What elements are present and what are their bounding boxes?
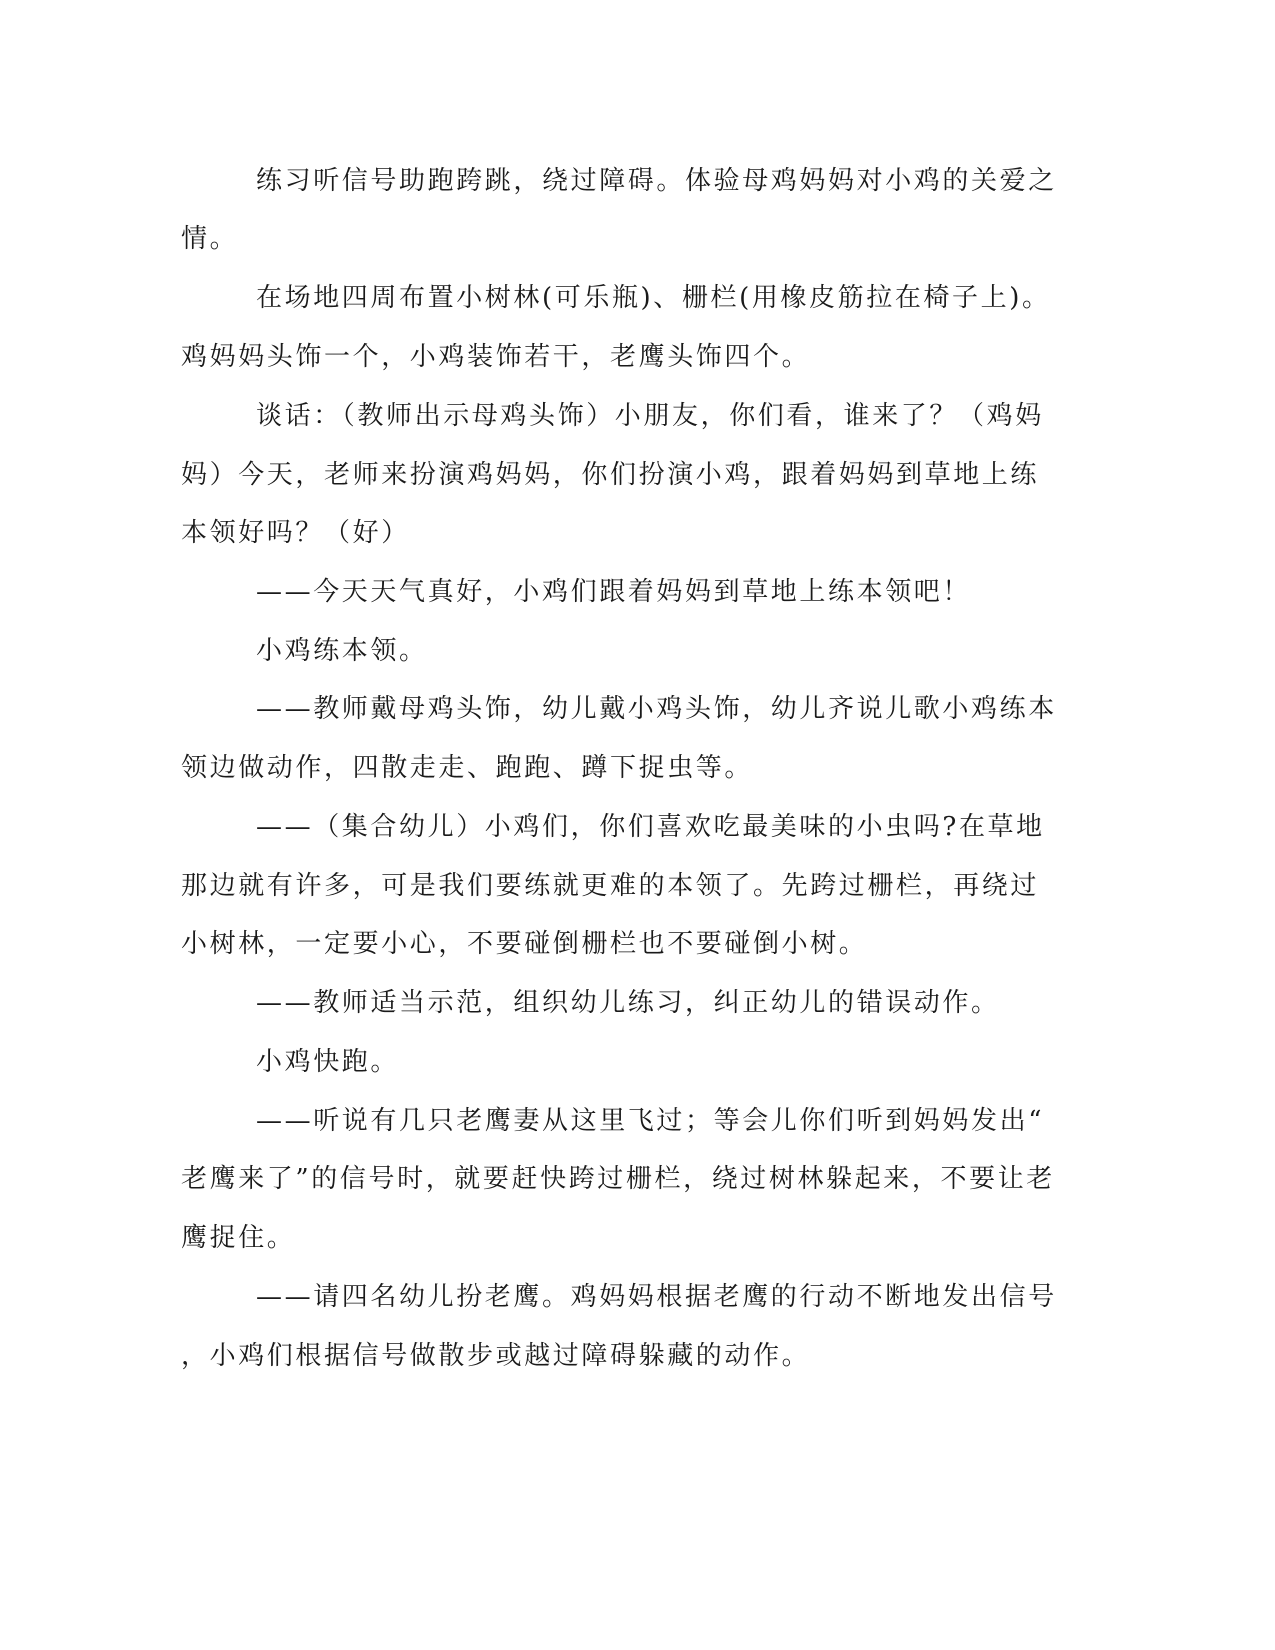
paragraph-3-line-1: 谈话：（教师出示母鸡头饰）小朋友，你们看，谁来了？（鸡妈 bbox=[256, 401, 1044, 431]
paragraph-6-line-2: 那边就有许多，可是我们要练就更难的本领了。先跨过栅栏，再绕过 bbox=[181, 871, 1040, 901]
paragraph-5-line-2: 领边做动作，四散走走、跑跑、蹲下捉虫等。 bbox=[181, 753, 754, 783]
paragraph-9-line-2: ，小鸡们根据信号做散步或越过障碍躲藏的动作。 bbox=[181, 1341, 811, 1371]
paragraph-1-line-1: 练习听信号助跑跨跳，绕过障碍。体验母鸡妈妈对小鸡的关爱之 bbox=[256, 166, 1057, 196]
paragraph-2-line-2: 鸡妈妈头饰一个，小鸡装饰若干，老鹰头饰四个。 bbox=[181, 342, 811, 372]
paragraph-7-line-1: ——教师适当示范，组织幼儿练习，纠正幼儿的错误动作。 bbox=[256, 988, 1000, 1018]
paragraph-4-line-1: ——今天天气真好，小鸡们跟着妈妈到草地上练本领吧！ bbox=[256, 577, 972, 607]
paragraph-8-line-3: 鹰捉住。 bbox=[181, 1223, 296, 1253]
paragraph-6-line-1: ——（集合幼儿）小鸡们，你们喜欢吃最美味的小虫吗?在草地 bbox=[256, 812, 1045, 842]
section-heading-practice: 小鸡练本领。 bbox=[256, 636, 428, 666]
paragraph-6-line-3: 小树林，一定要小心，不要碰倒栅栏也不要碰倒小树。 bbox=[181, 929, 868, 959]
paragraph-9-line-1: ——请四名幼儿扮老鹰。鸡妈妈根据老鹰的行动不断地发出信号 bbox=[256, 1282, 1057, 1312]
paragraph-5-line-1: ——教师戴母鸡头饰，幼儿戴小鸡头饰，幼儿齐说儿歌小鸡练本 bbox=[256, 694, 1057, 724]
paragraph-8-line-2: 老鹰来了”的信号时，就要赶快跨过栅栏，绕过树林躲起来，不要让老 bbox=[181, 1164, 1055, 1194]
paragraph-8-line-1: ——听说有几只老鹰妻从这里飞过；等会儿你们听到妈妈发出“ bbox=[256, 1106, 1045, 1136]
section-heading-run: 小鸡快跑。 bbox=[256, 1047, 400, 1077]
paragraph-2-line-1: 在场地四周布置小树林(可乐瓶)、栅栏(用橡皮筋拉在椅子上)。 bbox=[256, 283, 1051, 313]
paragraph-3-line-2: 妈）今天，老师来扮演鸡妈妈，你们扮演小鸡，跟着妈妈到草地上练 bbox=[181, 460, 1040, 490]
paragraph-1-line-2: 情。 bbox=[181, 224, 239, 254]
paragraph-3-line-3: 本领好吗？（好） bbox=[181, 518, 410, 548]
